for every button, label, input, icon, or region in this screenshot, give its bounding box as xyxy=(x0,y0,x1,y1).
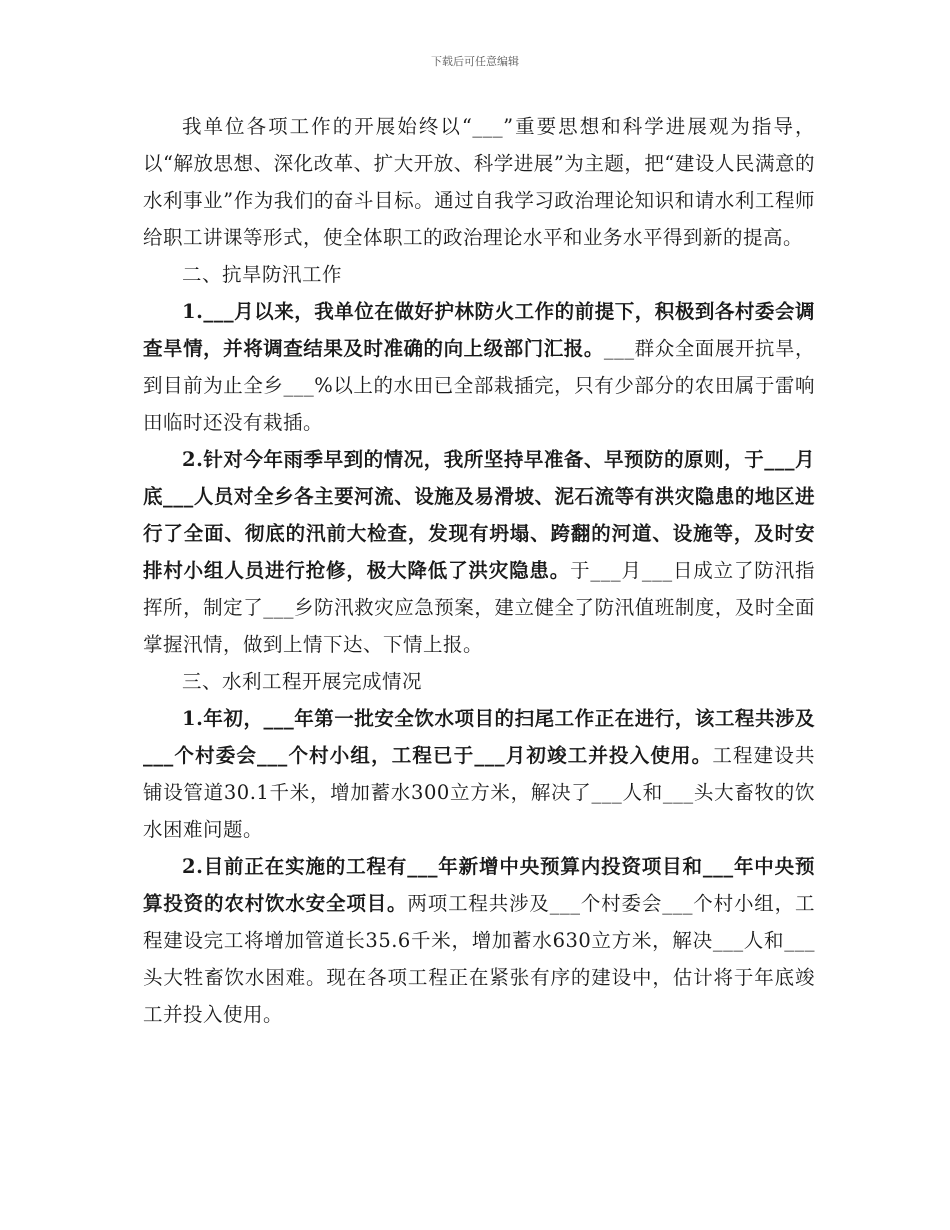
section-heading-text: 二、抗旱防汛工作 xyxy=(182,263,343,286)
paragraph-text: 于___月___日成立了防汛指挥所，制定了___乡防汛救灾应急预案，建立健全了防汛值班制度，及时全面掌握汛情，做到上情下达、下情上报。 xyxy=(143,559,815,656)
section-heading-water-projects xyxy=(143,663,815,700)
section-heading-drought-flood xyxy=(143,256,815,293)
paragraph-text: 我单位各项工作的开展始终以“___”重要思想和科学进展观为指导，以“解放思想、深化改革、扩大开放、科学进展”为主题，把“建设人民满意的水利事业”作为我们的奋斗目标。通过自我学习政治理论知识和请水利工程师给职工讲课等形式，使全体职工的政治理论水平和业务水平得到新的提高。 xyxy=(143,115,815,249)
page-header: 下载后可任意编辑 xyxy=(431,55,519,68)
paragraph-text: ___群众全面展开抗旱，到目前为止全乡___%以上的水田已全部栽插完，只有少部分的农田属于雷响田临时还没有栽插。 xyxy=(143,337,815,434)
paragraph-bold-text: 1.年初，___年第一批安全饮水项目的扫尾工作正在进行，该工程共涉及___个村委会___个村小组，工程已于___月初竣工并投入使用。 xyxy=(143,707,815,767)
paragraph-text: 两项工程共涉及___个村委会___个村小组，工程建设完工将增加管道长35.6千米，增加蓄水630立方米，解决___人和___头大牲畜饮水困难。现在各项工程正在紧张有序的建设中，估计将于年底竣工并投入使用。 xyxy=(143,892,815,1026)
paragraph-bold-text: 2.目前正在实施的工程有___年新增中央预算内投资项目和___年中央预算投资的农村饮水安全项目。 xyxy=(143,855,815,915)
paragraph-bold-text: 1.___月以来，我单位在做好护林防火工作的前提下，积极到各村委会调查旱情，并将调查结果及时准确的向上级部门汇报。 xyxy=(143,300,815,360)
paragraph-bold-text: 2.针对今年雨季早到的情况，我所坚持早准备、早预防的原则，于___月底___人员对全乡各主要河流、设施及易滑坡、泥石流等有洪灾隐患的地区进行了全面、彻底的汛前大检查，发现有坍塌、跨翻的河道、设施等，及时安排村小组人员进行抢修，极大降低了洪灾隐患。 xyxy=(143,448,815,582)
paragraph-text: 工程建设共铺设管道30.1千米，增加蓄水300立方米，解决了___人和___头大畜牧的饮水困难问题。 xyxy=(143,744,815,841)
paragraph-intro xyxy=(143,108,815,256)
paragraph-project-2 xyxy=(143,848,815,1033)
paragraph-flood-2 xyxy=(143,441,815,663)
document-body xyxy=(143,108,815,1033)
paragraph-project-1 xyxy=(143,700,815,848)
section-heading-text: 三、水利工程开展完成情况 xyxy=(182,670,423,693)
paragraph-drought-1 xyxy=(143,293,815,441)
